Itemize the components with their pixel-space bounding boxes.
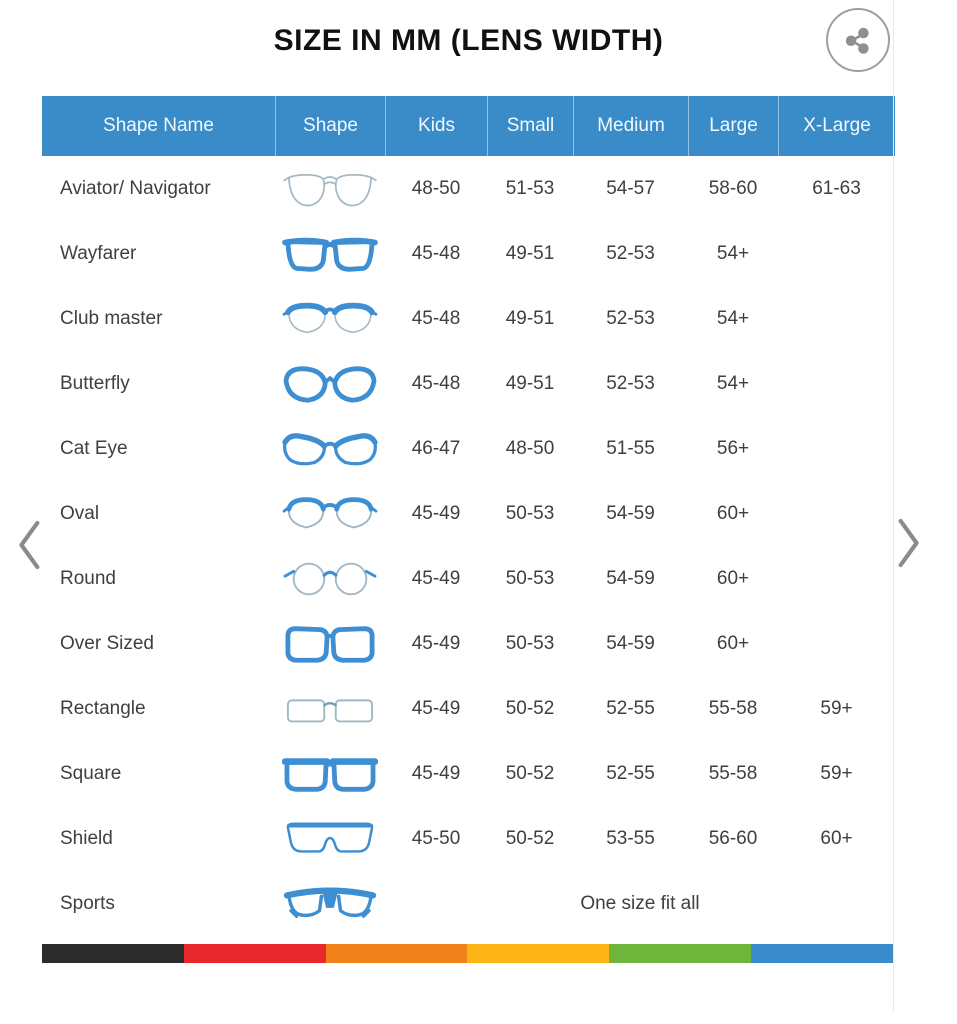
medium-size-value: 52-53 bbox=[606, 307, 655, 329]
medium-size-value: 52-53 bbox=[606, 242, 655, 264]
medium-size-value: 51-55 bbox=[606, 437, 655, 459]
chevron-right-icon bbox=[892, 516, 924, 570]
medium-size-value: 52-53 bbox=[606, 372, 655, 394]
square-glasses-icon bbox=[282, 752, 378, 796]
x-large-size-value: 59+ bbox=[820, 697, 853, 719]
footer-bar-segment bbox=[326, 944, 468, 963]
kids-size-value: 45-48 bbox=[411, 242, 461, 264]
small-size-value: 50-52 bbox=[505, 697, 555, 719]
x-large-size-value: 61-63 bbox=[812, 177, 861, 199]
table-row bbox=[42, 871, 895, 936]
table-row bbox=[42, 156, 895, 221]
shape-icon-cell bbox=[275, 557, 385, 601]
large-size-value: 60+ bbox=[716, 632, 750, 654]
footer-bar-segment bbox=[42, 944, 184, 963]
column-header-shape: Shape bbox=[275, 96, 385, 156]
kids-size-value: 45-49 bbox=[411, 502, 461, 524]
table-row bbox=[42, 806, 895, 871]
table-row bbox=[42, 611, 895, 676]
table-body bbox=[42, 156, 895, 936]
shape-name-label: Square bbox=[60, 762, 122, 784]
shape-name-label: Sports bbox=[60, 892, 115, 914]
kids-size-value: 45-49 bbox=[411, 697, 461, 719]
kids-size-value: 45-49 bbox=[411, 567, 461, 589]
column-header-large: Large bbox=[688, 96, 778, 156]
footer-bar-segment bbox=[751, 944, 893, 963]
footer-bar-segment bbox=[609, 944, 751, 963]
shape-icon-cell bbox=[275, 622, 385, 666]
shape-icon-cell bbox=[275, 882, 385, 926]
sports-glasses-icon bbox=[282, 882, 378, 926]
shape-icon-cell bbox=[275, 167, 385, 211]
shape-name-label: Aviator/ Navigator bbox=[60, 177, 211, 199]
large-size-value: 55-58 bbox=[708, 697, 758, 719]
medium-size-value: 54-59 bbox=[606, 502, 655, 524]
large-size-value: 58-60 bbox=[708, 177, 758, 199]
shape-icon-cell bbox=[275, 817, 385, 861]
shape-name-label: Club master bbox=[60, 307, 163, 329]
small-size-value: 49-51 bbox=[505, 372, 555, 394]
medium-size-value: 52-55 bbox=[606, 697, 655, 719]
table-row bbox=[42, 741, 895, 806]
medium-size-value: 54-57 bbox=[606, 177, 655, 199]
shape-icon-cell bbox=[275, 297, 385, 341]
clubmaster-glasses-icon bbox=[282, 297, 378, 341]
table-row bbox=[42, 221, 895, 286]
table-row bbox=[42, 676, 895, 741]
cateye-glasses-icon bbox=[282, 427, 378, 471]
small-size-value: 48-50 bbox=[505, 437, 555, 459]
medium-size-value: 53-55 bbox=[606, 827, 655, 849]
shape-icon-cell bbox=[275, 362, 385, 406]
small-size-value: 49-51 bbox=[505, 242, 555, 264]
column-header-shape-name: Shape Name bbox=[103, 115, 214, 136]
large-size-value: 55-58 bbox=[708, 762, 758, 784]
aviator-glasses-icon bbox=[282, 167, 378, 211]
x-large-size-value: 60+ bbox=[820, 827, 853, 849]
shape-icon-cell bbox=[275, 752, 385, 796]
oversized-glasses-icon bbox=[282, 622, 378, 666]
column-header-x-large: X-Large bbox=[778, 96, 895, 156]
round-glasses-icon bbox=[282, 557, 378, 601]
shield-glasses-icon bbox=[282, 817, 378, 861]
large-size-value: 60+ bbox=[716, 502, 750, 524]
footer-bar-segment bbox=[467, 944, 609, 963]
kids-size-value: 45-49 bbox=[411, 762, 461, 784]
kids-size-value: 45-49 bbox=[411, 632, 461, 654]
rectangle-glasses-icon bbox=[282, 687, 378, 731]
shape-name-label: Cat Eye bbox=[60, 437, 128, 459]
column-header-medium: Medium bbox=[573, 96, 688, 156]
small-size-value: 49-51 bbox=[505, 307, 555, 329]
large-size-value: 54+ bbox=[716, 242, 750, 264]
small-size-value: 50-52 bbox=[505, 762, 555, 784]
shape-name-label: Shield bbox=[60, 827, 113, 849]
large-size-value: 56+ bbox=[716, 437, 750, 459]
kids-size-value: 46-47 bbox=[411, 437, 461, 459]
share-button[interactable] bbox=[826, 8, 890, 72]
medium-size-value: 54-59 bbox=[606, 567, 655, 589]
shape-name-label: Wayfarer bbox=[60, 242, 137, 264]
column-header-kids: Kids bbox=[385, 96, 487, 156]
table-header-row bbox=[42, 96, 895, 156]
kids-size-value: 48-50 bbox=[411, 177, 461, 199]
large-size-value: 56-60 bbox=[708, 827, 758, 849]
table-row bbox=[42, 481, 895, 546]
butterfly-glasses-icon bbox=[282, 362, 378, 406]
kids-size-value: 45-50 bbox=[411, 827, 461, 849]
large-size-value: 54+ bbox=[716, 307, 750, 329]
shape-icon-cell bbox=[275, 687, 385, 731]
table-row bbox=[42, 546, 895, 611]
table-row bbox=[42, 416, 895, 481]
wayfarer-glasses-icon bbox=[282, 232, 378, 276]
share-icon bbox=[841, 23, 875, 57]
small-size-value: 50-53 bbox=[505, 632, 555, 654]
small-size-value: 50-53 bbox=[505, 502, 555, 524]
column-header-small: Small bbox=[487, 96, 573, 156]
shape-icon-cell bbox=[275, 427, 385, 471]
shape-name-label: Over Sized bbox=[60, 632, 154, 654]
shape-name-label: Rectangle bbox=[60, 697, 146, 719]
footer-bar-segment bbox=[184, 944, 326, 963]
table-row bbox=[42, 351, 895, 416]
x-large-size-value: 59+ bbox=[820, 762, 853, 784]
table-row bbox=[42, 286, 895, 351]
shape-icon-cell bbox=[275, 492, 385, 536]
next-arrow-button[interactable] bbox=[892, 516, 924, 570]
large-size-value: 60+ bbox=[716, 567, 750, 589]
shape-name-label: Butterfly bbox=[60, 372, 130, 394]
shape-name-label: Oval bbox=[60, 502, 100, 524]
small-size-value: 50-52 bbox=[505, 827, 555, 849]
page-title: SIZE IN MM (LENS WIDTH) bbox=[273, 24, 664, 57]
small-size-value: 50-53 bbox=[505, 567, 555, 589]
medium-size-value: 54-59 bbox=[606, 632, 655, 654]
kids-size-value: 45-48 bbox=[411, 372, 461, 394]
one-size-note: One size fit all bbox=[580, 892, 700, 914]
large-size-value: 54+ bbox=[716, 372, 750, 394]
shape-icon-cell bbox=[275, 232, 385, 276]
kids-size-value: 45-48 bbox=[411, 307, 461, 329]
page-edge-divider bbox=[893, 0, 894, 1012]
lens-size-table bbox=[42, 96, 895, 936]
footer-color-bar bbox=[42, 944, 893, 963]
medium-size-value: 52-55 bbox=[606, 762, 655, 784]
small-size-value: 51-53 bbox=[505, 177, 555, 199]
shape-name-label: Round bbox=[60, 567, 116, 589]
oval-glasses-icon bbox=[282, 492, 378, 536]
